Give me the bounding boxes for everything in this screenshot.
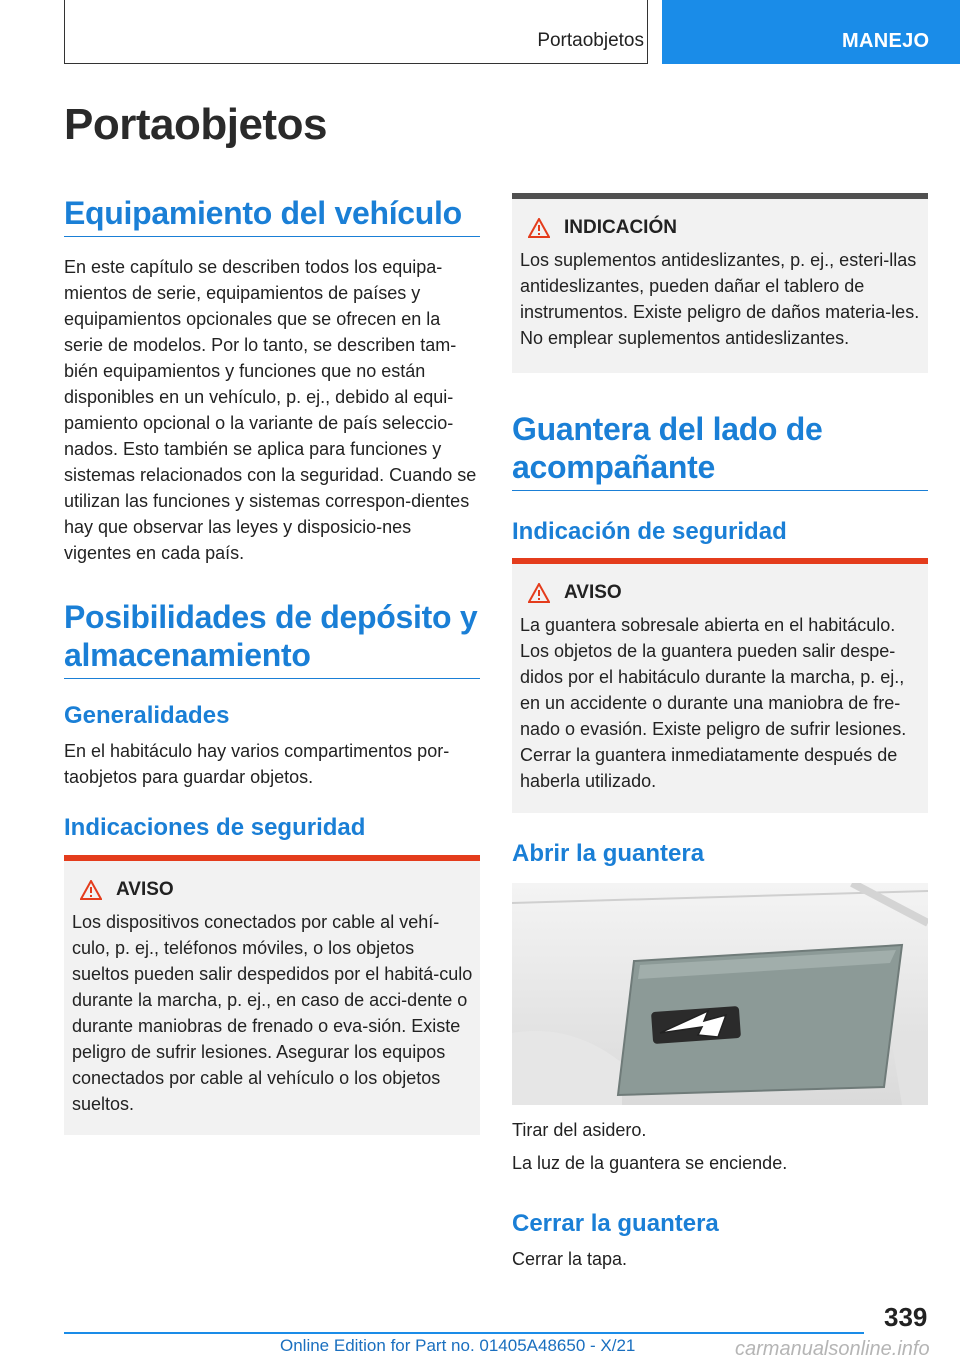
heading-cerrar-guantera: Cerrar la guantera [512,1210,719,1237]
warning-triangle-icon [80,880,102,900]
warning-box-aviso-guantera [512,558,928,813]
header-section-title: Portaobjetos [537,30,644,51]
warning-box-text: Los dispositivos conectados por cable al vehí-culo, p. ej., teléfonos móviles, o los objetos sueltos pueden salir despedidos por el habitá-culo durante la marcha, p. ej., en caso de acci-dente o durante maniobras de frenado o eva-sión. Existe peligro de sufrir lesiones. Asegurar los equipos conectados por cable al vehículo o los objetos sueltos. [72,912,473,1114]
page-title: Portaobjetos [64,100,327,149]
heading-guantera: Guantera del lado de acompañante [512,410,928,491]
warning-triangle-icon [528,218,550,238]
paragraph-luz: La luz de la guantera se enciende. [512,1153,788,1173]
header-chapter-tab: MANEJO [662,0,960,64]
paragraph-generalidades: En el habitáculo hay varios compartimentos por-taobjetos para guardar objetos. [64,741,450,787]
heading-generalidades: Generalidades [64,702,230,729]
warning-box-aviso [64,855,480,1135]
footer-edition-text: Online Edition for Part no. 01405A48650 - X/21 [280,1336,636,1355]
warning-box-title: AVISO [116,879,174,900]
note-box-text: Los suplementos antideslizantes, p. ej., esteri-llas antideslizantes, pueden dañar el tablero de instrumentos. Existe peligro de daños materia-les. No emplear suplementos antideslizantes. [520,250,920,348]
glovebox-drawing [512,883,928,1105]
note-box-title: INDICACIÓN [564,217,677,238]
paragraph-equipamiento: En este capítulo se describen todos los equipa-mientos de serie, equipamientos de países y equipamientos opcionales que se ofrecen en la serie de modelos. Por lo tanto, se describen tam-bién equipamientos y funciones que no están disponibles en un vehículo, p. ej., debido al equi-pamiento opcional o la variante de país seleccio-nados. Esto también se aplica para funciones y sistemas relacionados con la seguridad. Cuando se utilizan las funciones y sistemas correspon-dientes hay que observar las leyes y disposicio-nes vigentes en cada país. [64,257,477,563]
heading-equipamiento: Equipamiento del vehículo [64,194,480,237]
heading-posibilidades: Posibilidades de depósito y almacenamiento [64,598,480,679]
warning-box-text: La guantera sobresale abierta en el habitáculo. Los objetos de la guantera pueden salir despe-didos por el habitáculo durante la marcha, p. ej., en un accidente o durante una maniobra de fre-nado o evasión. Existe peligro de sufrir lesiones. Cerrar la guantera inmediatamente después de haberla utilizado. [520,615,907,791]
glovebox-illustration [512,883,928,1105]
note-box-indicacion [512,193,928,373]
paragraph-cerrar: Cerrar la tapa. [512,1249,628,1269]
warning-box-header [80,879,474,901]
page-number: 339 [884,1302,928,1332]
note-box-header [528,217,922,239]
heading-indicaciones-seguridad: Indicaciones de seguridad [64,814,366,841]
warning-box-title: AVISO [564,582,622,603]
footer-watermark: carmanualsonline.info [735,1338,930,1360]
heading-abrir-guantera: Abrir la guantera [512,840,705,867]
warning-box-header [528,582,922,604]
warning-triangle-icon [528,583,550,603]
footer-divider [64,1332,864,1334]
heading-indicacion-seguridad: Indicación de seguridad [512,518,787,545]
paragraph-tirar: Tirar del asidero. [512,1120,647,1140]
